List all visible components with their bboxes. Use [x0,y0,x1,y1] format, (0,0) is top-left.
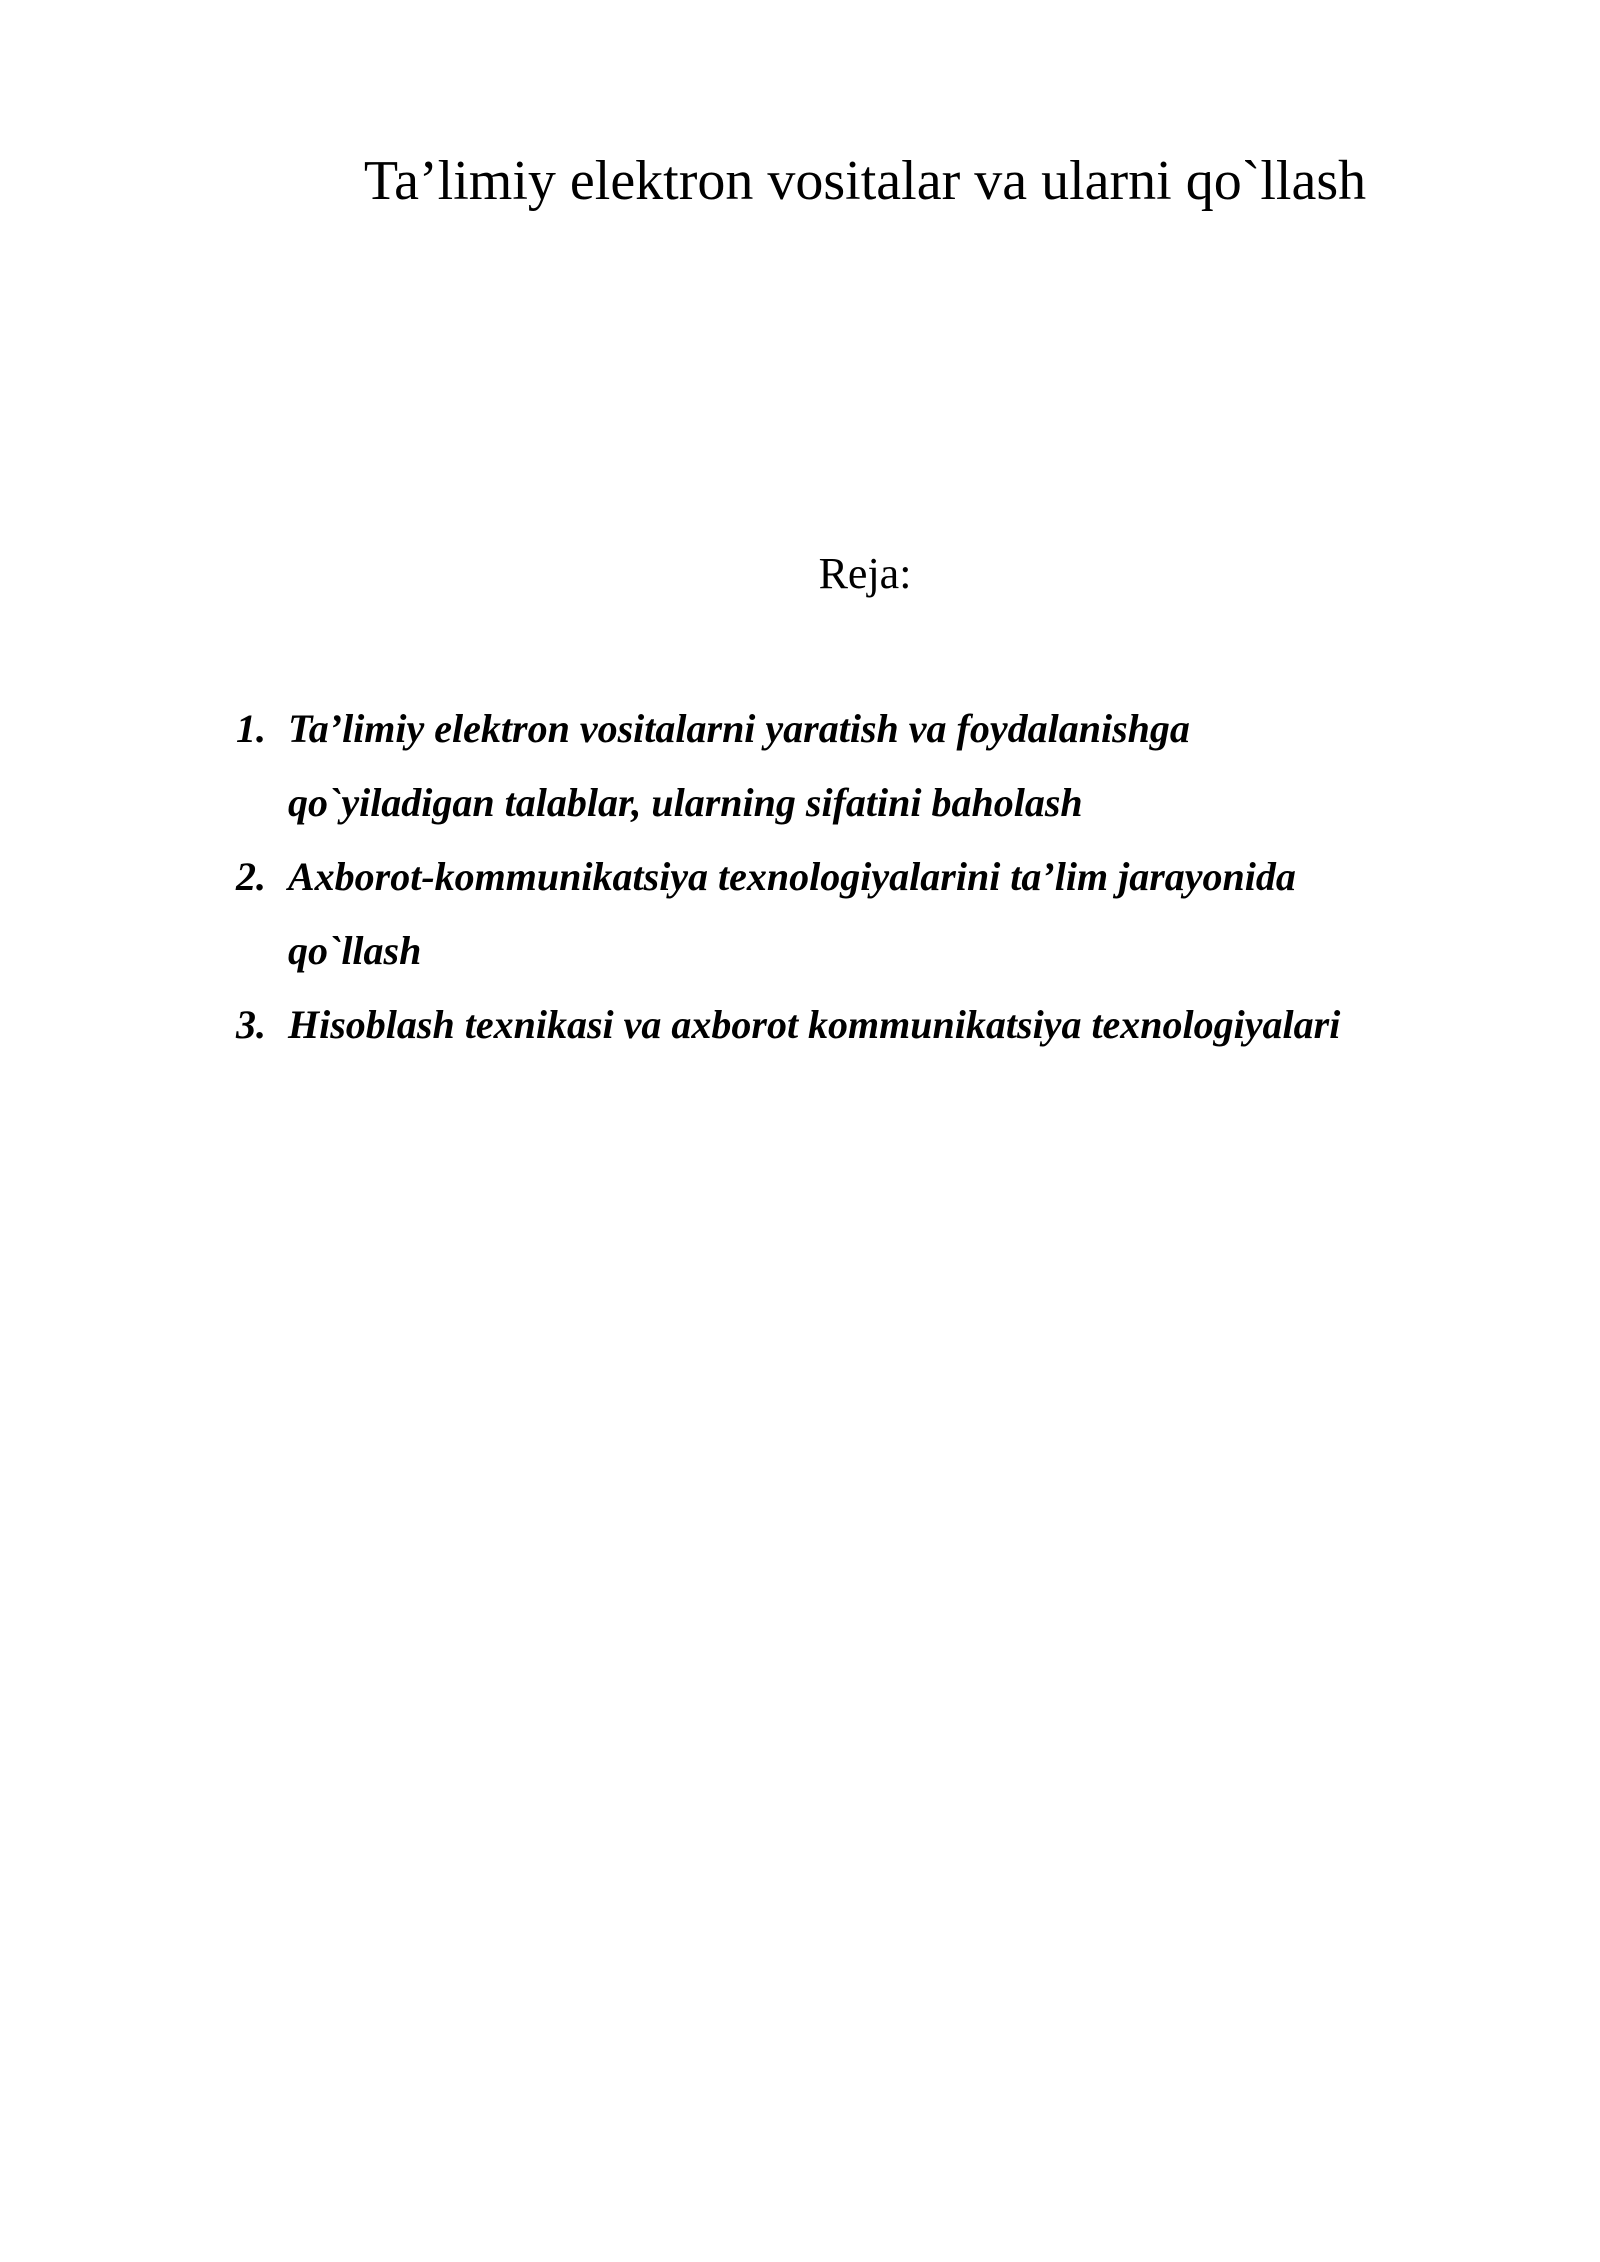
plan-item-number: 3. [236,1002,266,1047]
document-title: Ta’limiy elektron vositalar va ularni qo`llash [363,150,1367,212]
plan-item-line: qo`yiladigan talablar, ularning sifatini baholash [288,780,1083,825]
plan-item-number: 1. [236,706,266,751]
plan-item-number: 2. [236,854,266,899]
plan-item-text [288,692,1496,840]
plan-item-text [288,988,1496,1062]
plan-item-line: Ta’limiy elektron vositalarni yaratish va foydalanishga [288,706,1190,751]
plan-item-3 [236,988,1496,1062]
plan-item-line: qo`llash [288,928,422,973]
plan-item-text [288,840,1496,988]
plan-item-2 [236,840,1496,988]
plan-heading: Reja: [818,549,912,598]
plan-item-1 [236,692,1496,840]
plan-list [236,692,1496,1062]
plan-item-line: Axborot-kommunikatsiya texnologiyalarini ta’lim jarayonida [288,854,1296,899]
plan-item-line: Hisoblash texnikasi va axborot kommunikatsiya texnologiyalari [288,1002,1341,1047]
